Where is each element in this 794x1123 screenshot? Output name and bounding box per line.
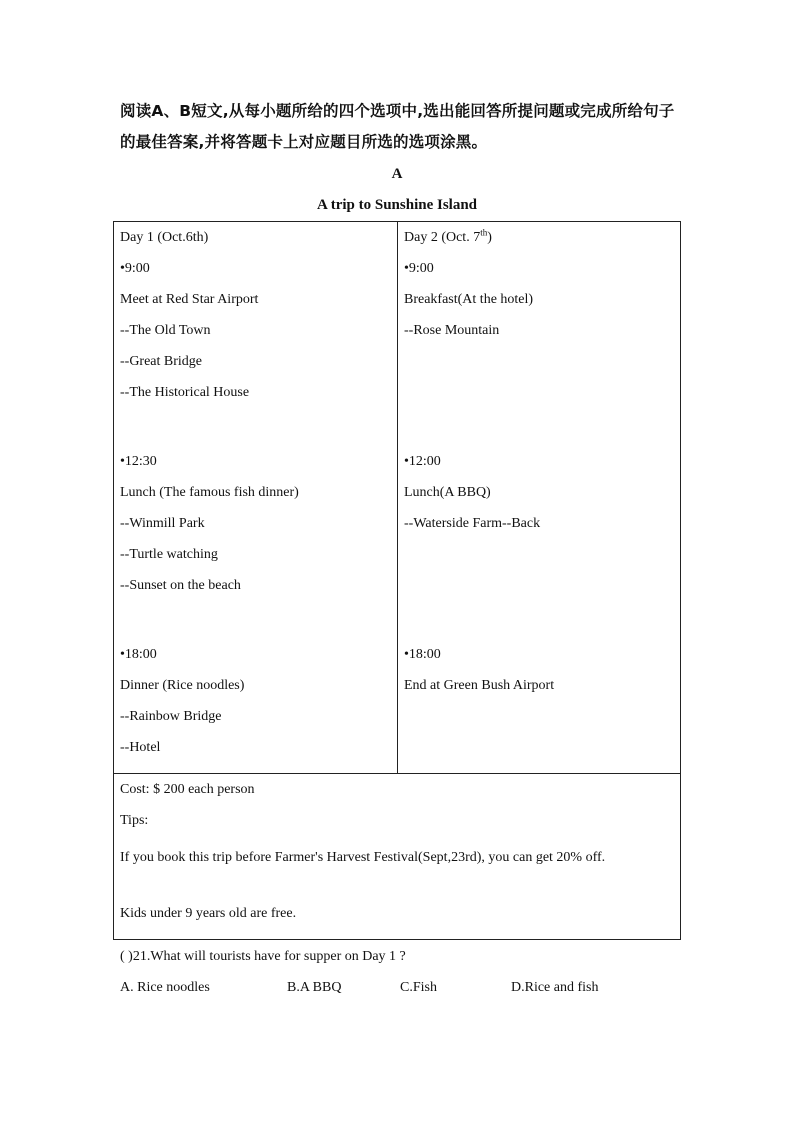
- day1-item: --Great Bridge: [120, 354, 203, 369]
- day1-column: [114, 222, 398, 774]
- day2-item: Lunch(A BBQ): [404, 485, 491, 500]
- day2-header: Day 2 (Oct. 7th): [404, 227, 492, 245]
- cost-tips-cell: [114, 774, 681, 940]
- option-c: C.Fish: [400, 980, 437, 995]
- day2-item: --Rose Mountain: [404, 323, 500, 338]
- day2-time-noon: •12:00: [404, 454, 441, 469]
- instructions: 阅读A、B短文,从每小题所给的四个选项中,选出能回答所提问题或完成所给句子的最佳答案,并将答题卡上对应题目所选的选项涂黑。: [120, 102, 675, 151]
- day1-item: --Hotel: [120, 740, 161, 755]
- day1-time-morning: •9:00: [120, 261, 150, 276]
- day1-time-noon: •12:30: [120, 454, 157, 469]
- day2-column: [398, 222, 681, 774]
- cost-text: Cost: $ 200 each person: [120, 782, 255, 797]
- question-21: ( )21.What will tourists have for supper on Day 1 ?: [120, 949, 406, 964]
- day1-item: Dinner (Rice noodles): [120, 678, 245, 693]
- section-label: A: [391, 166, 403, 182]
- day2-time-morning: •9:00: [404, 261, 434, 276]
- day1-time-evening: •18:00: [120, 647, 157, 662]
- tip-discount: If you book this trip before Farmer's Harvest Festival(Sept,23rd), you can get 20% off.: [120, 850, 606, 865]
- day1-item: --The Historical House: [120, 385, 250, 400]
- tip-kids: Kids under 9 years old are free.: [120, 906, 297, 921]
- day2-item: End at Green Bush Airport: [404, 678, 555, 693]
- day2-time-evening: •18:00: [404, 647, 441, 662]
- day1-item: --Turtle watching: [120, 547, 218, 562]
- option-b: B.A BBQ: [287, 980, 342, 995]
- tips-label: Tips:: [120, 813, 149, 828]
- day1-item: Lunch (The famous fish dinner): [120, 485, 299, 500]
- day1-item: --Winmill Park: [120, 516, 205, 531]
- option-d: D.Rice and fish: [511, 980, 599, 995]
- day1-item: --The Old Town: [120, 323, 211, 338]
- trip-schedule-table: [113, 221, 681, 940]
- option-a: A. Rice noodles: [120, 980, 210, 995]
- passage-title: A trip to Sunshine Island: [316, 197, 478, 213]
- day1-item: --Sunset on the beach: [120, 578, 241, 593]
- day2-item: --Waterside Farm--Back: [404, 516, 541, 531]
- day2-item: Breakfast(At the hotel): [404, 292, 534, 307]
- day1-item: --Rainbow Bridge: [120, 709, 222, 724]
- day1-item: Meet at Red Star Airport: [120, 292, 259, 307]
- day1-header: Day 1 (Oct.6th): [120, 230, 209, 245]
